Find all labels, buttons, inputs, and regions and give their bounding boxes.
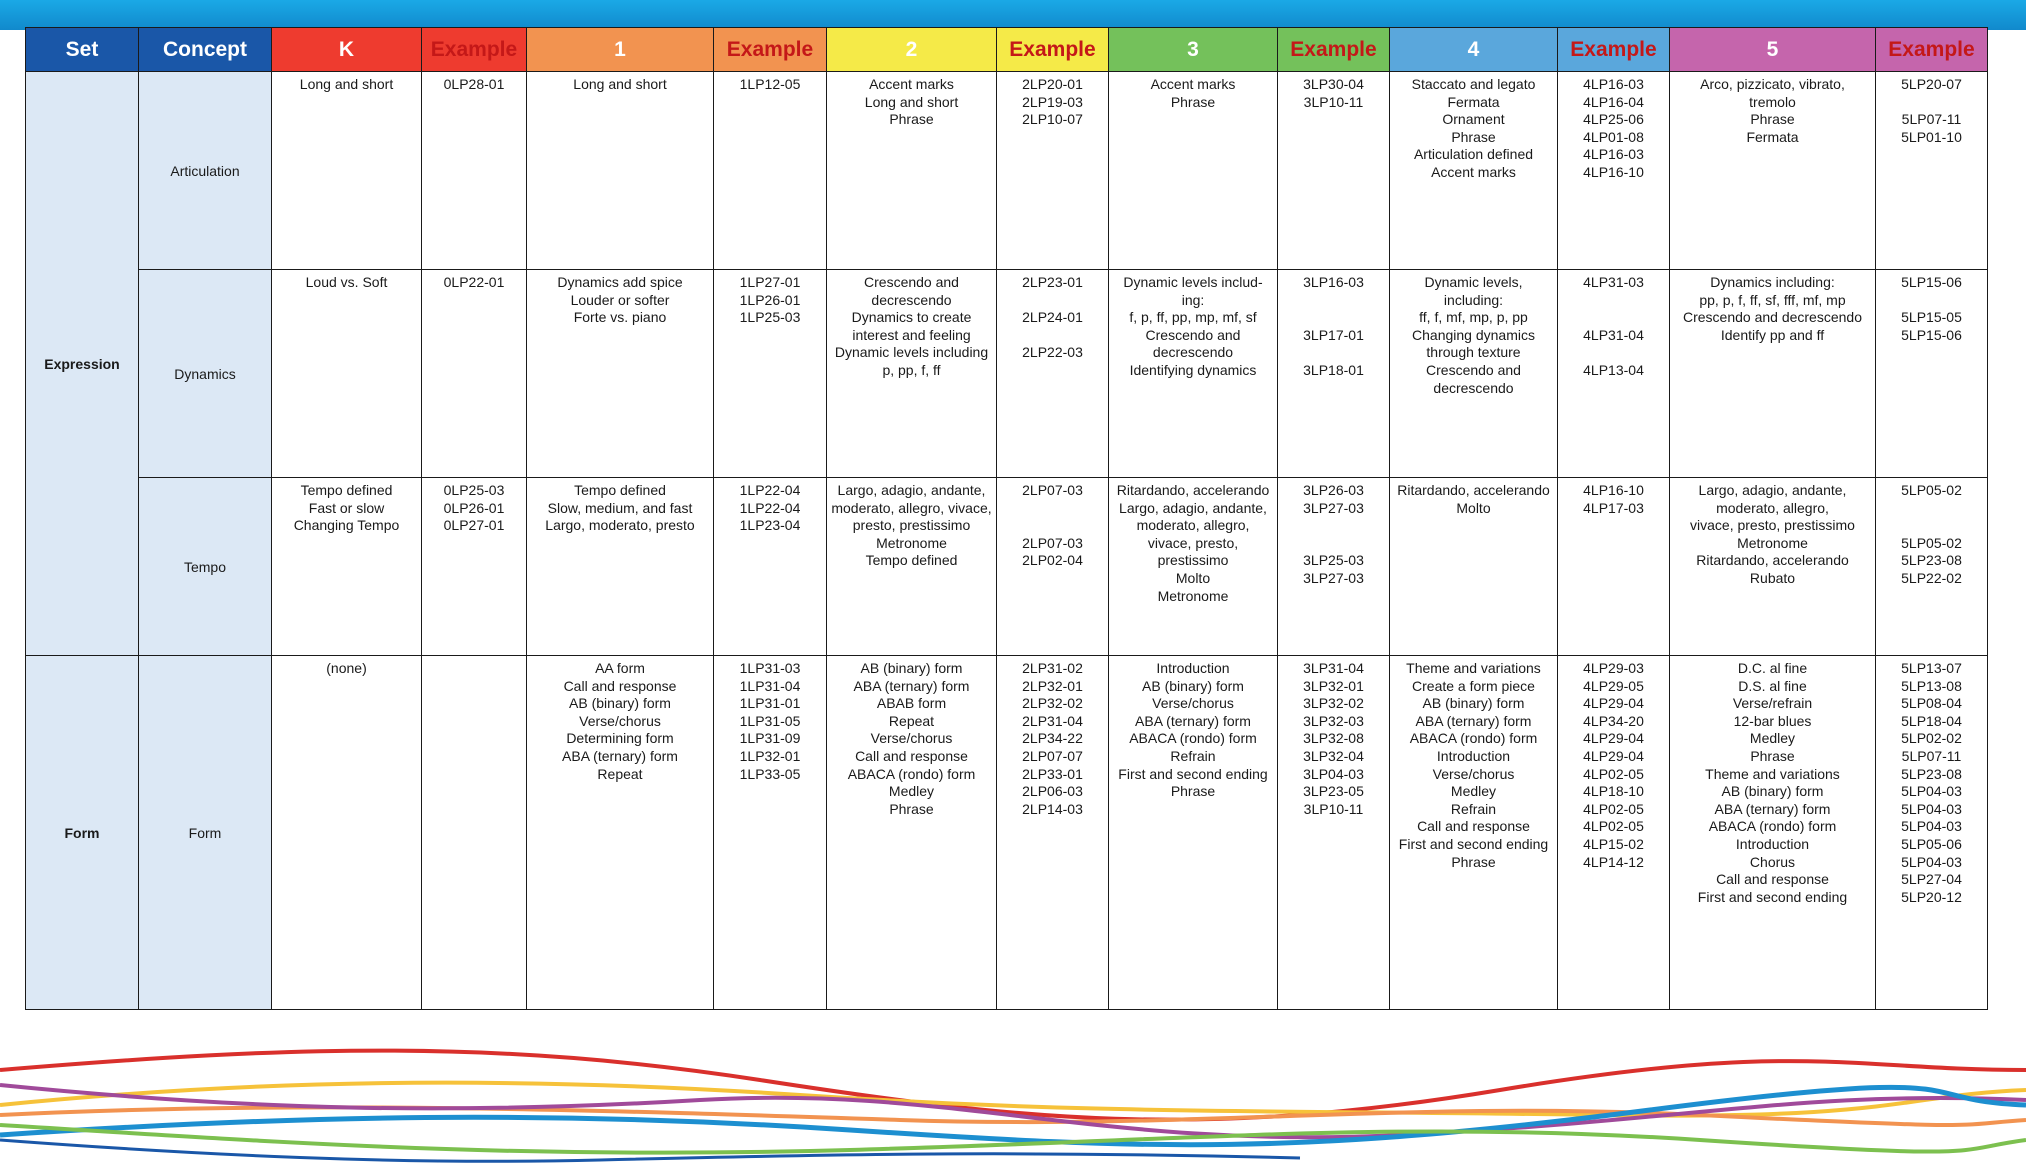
grade-k-content: Loud vs. Soft bbox=[272, 270, 422, 478]
header-grade-3: 3 bbox=[1109, 28, 1278, 72]
grade-3-example: 3LP31-04 3LP32-01 3LP32-02 3LP32-03 3LP32-08 3LP32-04 3LP04-03 3LP23-05 3LP10-11 bbox=[1278, 656, 1390, 1010]
header-grade-1: 1 bbox=[527, 28, 714, 72]
grade-4-example: 4LP29-03 4LP29-05 4LP29-04 4LP34-20 4LP29-04 4LP29-04 4LP02-05 4LP18-10 4LP02-05 4LP02-05 4LP15-02 4LP14-12 bbox=[1558, 656, 1670, 1010]
set-cell-form: Form bbox=[26, 656, 139, 1010]
grade-5-example: 5LP15-06 5LP15-05 5LP15-06 bbox=[1876, 270, 1988, 478]
grade-1-example: 1LP27-01 1LP26-01 1LP25-03 bbox=[714, 270, 827, 478]
grade-1-content: AA form Call and response AB (binary) form Verse/chorus Determining form ABA (ternary) form Repeat bbox=[527, 656, 714, 1010]
header-example-1: Example bbox=[714, 28, 827, 72]
concept-cell-form: Form bbox=[139, 656, 272, 1010]
grade-1-example: 1LP22-04 1LP22-04 1LP23-04 bbox=[714, 478, 827, 656]
grade-1-content: Tempo defined Slow, medium, and fast Largo, moderato, presto bbox=[527, 478, 714, 656]
header-example-3: Example bbox=[1278, 28, 1390, 72]
table-row-form bbox=[26, 656, 1988, 1010]
grade-4-example: 4LP16-10 4LP17-03 bbox=[1558, 478, 1670, 656]
header-example-4: Example bbox=[1558, 28, 1670, 72]
concept-cell-articulation: Articulation bbox=[139, 72, 272, 270]
grade-2-content: Largo, adagio, andante, moderato, allegro, vivace, presto, prestissimo Metronome Tempo defined bbox=[827, 478, 997, 656]
grade-5-content: Arco, pizzicato, vibrato, tremolo Phrase Fermata bbox=[1670, 72, 1876, 270]
grade-2-example: 2LP31-02 2LP32-01 2LP32-02 2LP31-04 2LP34-22 2LP07-07 2LP33-01 2LP06-03 2LP14-03 bbox=[997, 656, 1109, 1010]
grade-3-example: 3LP16-03 3LP17-01 3LP18-01 bbox=[1278, 270, 1390, 478]
concept-cell-tempo: Tempo bbox=[139, 478, 272, 656]
header-grade-5: 5 bbox=[1670, 28, 1876, 72]
header-set: Set bbox=[26, 28, 139, 72]
grade-1-example: 1LP12-05 bbox=[714, 72, 827, 270]
grade-4-content: Dynamic levels, including: ff, f, mf, mp, p, pp Changing dynamics through texture Crescendo and decrescendo bbox=[1390, 270, 1558, 478]
grade-k-example: 0LP28-01 bbox=[422, 72, 527, 270]
grade-1-example: 1LP31-03 1LP31-04 1LP31-01 1LP31-05 1LP31-09 1LP32-01 1LP33-05 bbox=[714, 656, 827, 1010]
grade-2-example: 2LP23-01 2LP24-01 2LP22-03 bbox=[997, 270, 1109, 478]
header-grade-2: 2 bbox=[827, 28, 997, 72]
grade-2-content: AB (binary) form ABA (ternary) form ABAB form Repeat Verse/chorus Call and response ABACA (rondo) form Medley Phrase bbox=[827, 656, 997, 1010]
grade-5-example: 5LP20-07 5LP07-11 5LP01-10 bbox=[1876, 72, 1988, 270]
grade-2-content: Crescendo and decrescendo Dynamics to create interest and feeling Dynamic levels including p, pp, f, ff bbox=[827, 270, 997, 478]
grade-5-content: Dynamics including: pp, p, f, ff, sf, fff, mf, mp Crescendo and decrescendo Identify pp and ff bbox=[1670, 270, 1876, 478]
grade-5-example: 5LP13-07 5LP13-08 5LP08-04 5LP18-04 5LP02-02 5LP07-11 5LP23-08 5LP04-03 5LP04-03 5LP04-03 5LP05-06 5LP04-03 5LP27-04 5LP20-12 bbox=[1876, 656, 1988, 1010]
header-grade-k: K bbox=[272, 28, 422, 72]
curriculum-table bbox=[25, 27, 1988, 1010]
grade-2-example: 2LP07-03 2LP07-03 2LP02-04 bbox=[997, 478, 1109, 656]
set-cell-expression: Expression bbox=[26, 72, 139, 656]
header-concept: Concept bbox=[139, 28, 272, 72]
grade-k-content: Tempo defined Fast or slow Changing Tempo bbox=[272, 478, 422, 656]
table-row-dynamics bbox=[26, 270, 1988, 478]
header-example-2: Example bbox=[997, 28, 1109, 72]
grade-4-content: Theme and variations Create a form piece AB (binary) form ABA (ternary) form ABACA (rondo) form Introduction Verse/chorus Medley Refrain Call and response First and second ending Phrase bbox=[1390, 656, 1558, 1010]
top-banner-bar bbox=[0, 0, 2026, 30]
grade-4-content: Staccato and legato Fermata Ornament Phrase Articulation defined Accent marks bbox=[1390, 72, 1558, 270]
grade-3-content: Accent marks Phrase bbox=[1109, 72, 1278, 270]
grade-k-content: Long and short bbox=[272, 72, 422, 270]
grade-k-example bbox=[422, 656, 527, 1010]
grade-3-example: 3LP30-04 3LP10-11 bbox=[1278, 72, 1390, 270]
grade-2-example: 2LP20-01 2LP19-03 2LP10-07 bbox=[997, 72, 1109, 270]
grade-4-content: Ritardando, accelerando Molto bbox=[1390, 478, 1558, 656]
concept-cell-dynamics: Dynamics bbox=[139, 270, 272, 478]
grade-4-example: 4LP16-03 4LP16-04 4LP25-06 4LP01-08 4LP16-03 4LP16-10 bbox=[1558, 72, 1670, 270]
grade-5-content: Largo, adagio, andante, moderato, allegro, vivace, presto, prestissimo Metronome Ritardando, accelerando Rubato bbox=[1670, 478, 1876, 656]
grade-k-example: 0LP25-03 0LP26-01 0LP27-01 bbox=[422, 478, 527, 656]
grade-1-content: Long and short bbox=[527, 72, 714, 270]
table-row-tempo bbox=[26, 478, 1988, 656]
grade-3-example: 3LP26-03 3LP27-03 3LP25-03 3LP27-03 bbox=[1278, 478, 1390, 656]
grade-k-content: (none) bbox=[272, 656, 422, 1010]
grade-2-content: Accent marks Long and short Phrase bbox=[827, 72, 997, 270]
grade-1-content: Dynamics add spice Louder or softer Forte vs. piano bbox=[527, 270, 714, 478]
table-row-articulation bbox=[26, 72, 1988, 270]
curriculum-table-container bbox=[25, 27, 1987, 1010]
header-grade-4: 4 bbox=[1390, 28, 1558, 72]
header-example-5: Example bbox=[1876, 28, 1988, 72]
header-row bbox=[26, 28, 1988, 72]
grade-3-content: Ritardando, accelerando Largo, adagio, andante, moderato, allegro, vivace, presto, prestissimo Molto Metronome bbox=[1109, 478, 1278, 656]
grade-3-content: Dynamic levels includ- ing: f, p, ff, pp, mp, mf, sf Crescendo and decrescendo Identifying dynamics bbox=[1109, 270, 1278, 478]
header-example-k: Example bbox=[422, 28, 527, 72]
grade-k-example: 0LP22-01 bbox=[422, 270, 527, 478]
grade-5-example: 5LP05-02 5LP05-02 5LP23-08 5LP22-02 bbox=[1876, 478, 1988, 656]
grade-3-content: Introduction AB (binary) form Verse/chorus ABA (ternary) form ABACA (rondo) form Refrain First and second ending Phrase bbox=[1109, 656, 1278, 1010]
grade-4-example: 4LP31-03 4LP31-04 4LP13-04 bbox=[1558, 270, 1670, 478]
decorative-waves bbox=[0, 1040, 2026, 1170]
grade-5-content: D.C. al fine D.S. al fine Verse/refrain 12-bar blues Medley Phrase Theme and variations AB (binary) form ABA (ternary) form ABACA (rondo) form Introduction Chorus Call and response First and second ending bbox=[1670, 656, 1876, 1010]
